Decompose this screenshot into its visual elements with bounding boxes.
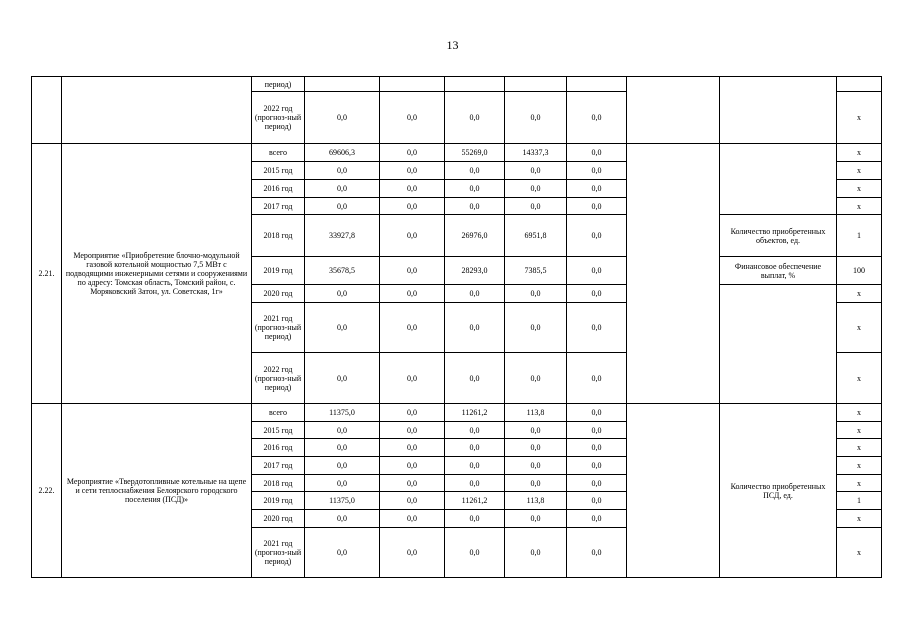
value-regional: 28293,0 [445, 257, 505, 285]
indicator-value: x [837, 510, 882, 528]
value-federal: 0,0 [380, 285, 445, 303]
value-other: 0,0 [567, 303, 627, 353]
value-regional: 0,0 [445, 528, 505, 578]
value-other: 0,0 [567, 404, 627, 422]
indicator-value: x [837, 422, 882, 439]
value-total: 11375,0 [305, 492, 380, 510]
indicator-name: Финансовое обеспечение выплат, % [720, 257, 837, 285]
indicator-value: 100 [837, 257, 882, 285]
value-other [567, 77, 627, 92]
value-local: 0,0 [505, 303, 567, 353]
value-federal: 0,0 [380, 144, 445, 162]
value-local: 0,0 [505, 162, 567, 180]
value-local [505, 77, 567, 92]
value-regional: 0,0 [445, 353, 505, 404]
value-total: 0,0 [305, 303, 380, 353]
year-cell: 2022 год (прогноз-ный период) [252, 353, 305, 404]
indicator-value: x [837, 475, 882, 492]
year-cell: 2015 год [252, 422, 305, 439]
value-other: 0,0 [567, 353, 627, 404]
indicator-value: x [837, 353, 882, 404]
value-regional: 0,0 [445, 180, 505, 198]
indicator-value: x [837, 439, 882, 457]
value-regional: 0,0 [445, 510, 505, 528]
year-cell: 2019 год [252, 257, 305, 285]
value-federal: 0,0 [380, 528, 445, 578]
value-other: 0,0 [567, 492, 627, 510]
value-total: 0,0 [305, 92, 380, 144]
value-federal: 0,0 [380, 475, 445, 492]
year-cell: 2019 год [252, 492, 305, 510]
value-local: 113,8 [505, 404, 567, 422]
page-number: 13 [446, 38, 459, 52]
value-federal: 0,0 [380, 180, 445, 198]
indicator-name: Количество приобретенных объектов, ед. [720, 215, 837, 257]
program-measures-table [31, 76, 882, 578]
value-regional: 0,0 [445, 162, 505, 180]
value-local: 0,0 [505, 285, 567, 303]
value-other: 0,0 [567, 510, 627, 528]
indicator-value: x [837, 162, 882, 180]
indicator-value: x [837, 404, 882, 422]
value-federal: 0,0 [380, 422, 445, 439]
value-local: 0,0 [505, 92, 567, 144]
year-cell: 2021 год (прогноз-ный период) [252, 528, 305, 578]
indicator-value: x [837, 92, 882, 144]
empty-cell [720, 285, 837, 404]
value-regional: 0,0 [445, 303, 505, 353]
value-total: 11375,0 [305, 404, 380, 422]
value-local: 14337,3 [505, 144, 567, 162]
year-cell: 2020 год [252, 285, 305, 303]
year-cell: 2018 год [252, 215, 305, 257]
year-cell: 2016 год [252, 180, 305, 198]
measure-name: Мероприятие «Твердотопливные котельные на щепе и сети теплоснабжения Белоярского городского поселения (ПСД)» [62, 404, 252, 578]
value-federal: 0,0 [380, 492, 445, 510]
value-total: 0,0 [305, 198, 380, 215]
empty-cell [720, 77, 837, 144]
value-federal: 0,0 [380, 439, 445, 457]
indicator-value: x [837, 180, 882, 198]
value-local: 0,0 [505, 457, 567, 475]
value-total: 0,0 [305, 528, 380, 578]
indicator-value: 1 [837, 492, 882, 510]
measure-number: 2.22. [32, 404, 62, 578]
value-federal: 0,0 [380, 457, 445, 475]
value-local: 0,0 [505, 198, 567, 215]
value-regional [445, 77, 505, 92]
value-local: 0,0 [505, 510, 567, 528]
value-federal: 0,0 [380, 404, 445, 422]
value-regional: 11261,2 [445, 492, 505, 510]
value-regional: 0,0 [445, 285, 505, 303]
indicator-value: x [837, 528, 882, 578]
value-federal: 0,0 [380, 162, 445, 180]
value-local: 0,0 [505, 422, 567, 439]
value-other: 0,0 [567, 198, 627, 215]
value-other: 0,0 [567, 162, 627, 180]
value-regional: 0,0 [445, 475, 505, 492]
value-other: 0,0 [567, 475, 627, 492]
value-federal: 0,0 [380, 257, 445, 285]
value-other: 0,0 [567, 457, 627, 475]
value-total: 0,0 [305, 422, 380, 439]
empty-cell [62, 77, 252, 144]
indicator-value: x [837, 457, 882, 475]
year-cell: 2015 год [252, 162, 305, 180]
table-row [32, 144, 882, 162]
indicator-value: x [837, 303, 882, 353]
year-cell: 2022 год (прогноз-ный период) [252, 92, 305, 144]
value-total: 69606,3 [305, 144, 380, 162]
value-regional: 0,0 [445, 92, 505, 144]
value-federal: 0,0 [380, 353, 445, 404]
indicator-value: x [837, 144, 882, 162]
value-other: 0,0 [567, 144, 627, 162]
value-other: 0,0 [567, 528, 627, 578]
table-row [32, 77, 882, 92]
value-total: 0,0 [305, 457, 380, 475]
value-local: 0,0 [505, 353, 567, 404]
value-total: 0,0 [305, 162, 380, 180]
year-cell: 2016 год [252, 439, 305, 457]
value-total: 0,0 [305, 180, 380, 198]
value-other: 0,0 [567, 257, 627, 285]
value-regional: 0,0 [445, 439, 505, 457]
empty-cell [627, 144, 720, 404]
year-cell: период) [252, 77, 305, 92]
measure-number: 2.21. [32, 144, 62, 404]
value-total: 0,0 [305, 353, 380, 404]
value-regional: 26976,0 [445, 215, 505, 257]
year-cell: 2018 год [252, 475, 305, 492]
value-total [305, 77, 380, 92]
year-cell: 2017 год [252, 457, 305, 475]
measure-name: Мероприятие «Приобретение блочно-модульной газовой котельной мощностью 7,5 МВт с подводящими инженерными сетями и сооружениями по адресу: Томская область, Томский район, с. Моряковский Затон, ул. Советская, 1г» [62, 144, 252, 404]
indicator-name: Количество приобретенных ПСД, ед. [720, 404, 837, 578]
value-regional: 0,0 [445, 198, 505, 215]
value-total: 0,0 [305, 475, 380, 492]
indicator-value [837, 77, 882, 92]
year-cell: 2017 год [252, 198, 305, 215]
value-local: 0,0 [505, 439, 567, 457]
year-cell: 2021 год (прогноз-ный период) [252, 303, 305, 353]
value-regional: 11261,2 [445, 404, 505, 422]
table-row [32, 404, 882, 422]
value-total: 0,0 [305, 439, 380, 457]
value-local: 0,0 [505, 528, 567, 578]
value-total: 0,0 [305, 510, 380, 528]
value-local: 7385,5 [505, 257, 567, 285]
value-other: 0,0 [567, 92, 627, 144]
value-other: 0,0 [567, 439, 627, 457]
year-cell: всего [252, 404, 305, 422]
empty-cell [627, 77, 720, 144]
value-other: 0,0 [567, 422, 627, 439]
value-local: 113,8 [505, 492, 567, 510]
year-cell: 2020 год [252, 510, 305, 528]
value-federal: 0,0 [380, 92, 445, 144]
value-other: 0,0 [567, 180, 627, 198]
value-regional: 0,0 [445, 422, 505, 439]
value-local: 0,0 [505, 475, 567, 492]
value-federal: 0,0 [380, 510, 445, 528]
value-federal: 0,0 [380, 215, 445, 257]
value-total: 33927,8 [305, 215, 380, 257]
value-other: 0,0 [567, 285, 627, 303]
empty-cell [720, 144, 837, 215]
value-regional: 55269,0 [445, 144, 505, 162]
value-federal [380, 77, 445, 92]
value-federal: 0,0 [380, 303, 445, 353]
value-total: 35678,5 [305, 257, 380, 285]
empty-cell [32, 77, 62, 144]
indicator-value: x [837, 198, 882, 215]
value-local: 0,0 [505, 180, 567, 198]
value-other: 0,0 [567, 215, 627, 257]
indicator-value: x [837, 285, 882, 303]
empty-cell [627, 404, 720, 578]
value-total: 0,0 [305, 285, 380, 303]
value-federal: 0,0 [380, 198, 445, 215]
value-local: 6951,8 [505, 215, 567, 257]
indicator-value: 1 [837, 215, 882, 257]
value-regional: 0,0 [445, 457, 505, 475]
year-cell: всего [252, 144, 305, 162]
